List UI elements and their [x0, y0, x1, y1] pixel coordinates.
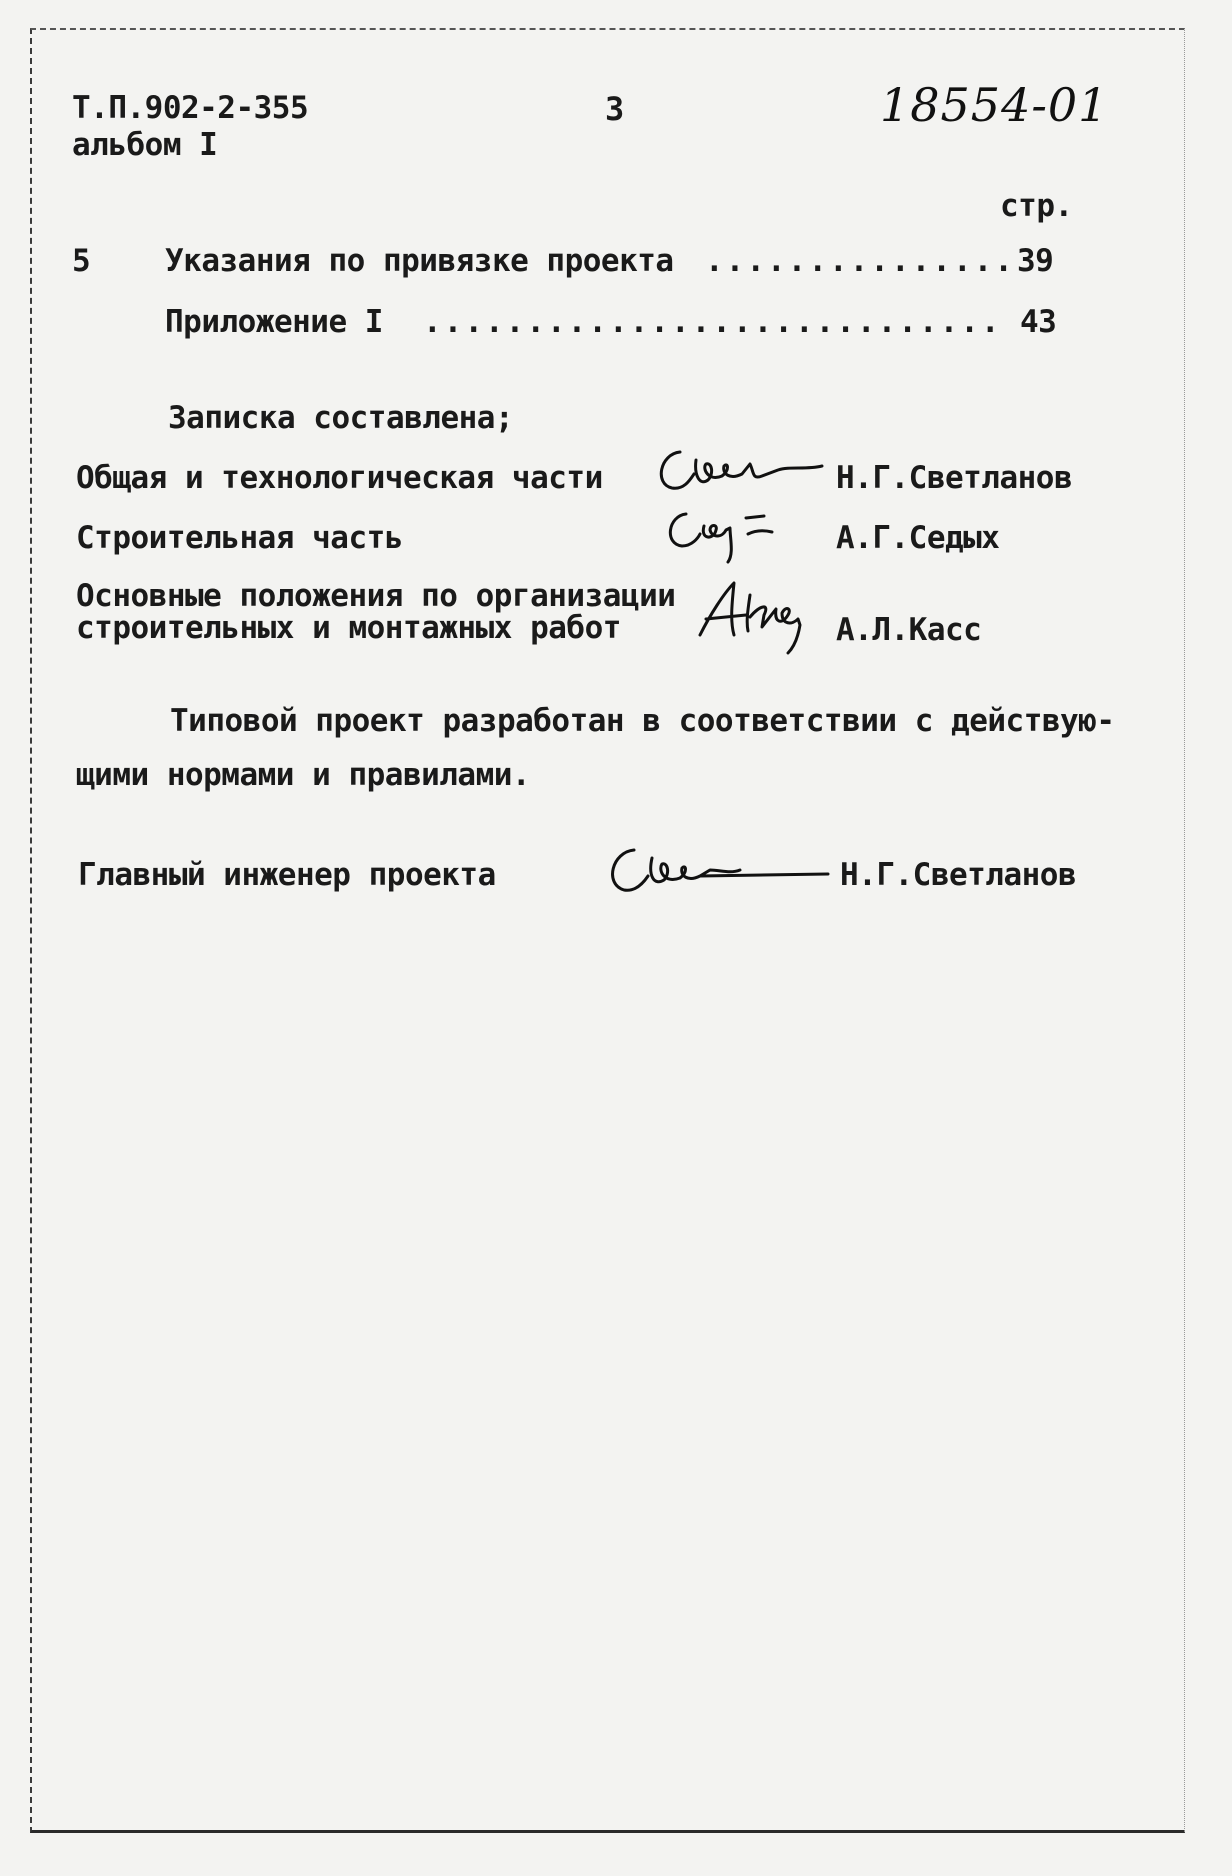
signature-sedykh — [660, 500, 810, 570]
entry-leader: ............... — [705, 243, 1015, 279]
entry-leader: ............................ — [423, 304, 1002, 340]
author-name: А.Л.Касс — [836, 612, 982, 648]
archive-number: 18554-01 — [880, 78, 1109, 132]
author-part: Строительная часть — [76, 520, 403, 556]
compiled-heading: Записка составлена; — [168, 400, 514, 436]
signature-kass — [690, 575, 830, 655]
author-name: Н.Г.Светланов — [836, 460, 1073, 496]
page-column-label: стр. — [1000, 188, 1073, 224]
signature-svetlanov — [650, 440, 830, 500]
author-part: Основные положения по организации — [76, 578, 676, 614]
entry-page: 39 — [1017, 243, 1054, 279]
statement-line: щими нормами и правилами. — [76, 757, 531, 793]
entry-title: Приложение I — [165, 304, 383, 340]
chief-engineer-role: Главный инженер проекта — [78, 857, 496, 893]
entry-page: 43 — [1020, 304, 1057, 340]
album-label: альбом I — [72, 127, 218, 163]
author-part: Общая и технологическая части — [76, 460, 603, 496]
entry-title: Указания по привязке проекта — [165, 243, 674, 279]
section-number: 5 — [72, 243, 91, 279]
chief-engineer-name: Н.Г.Светланов — [840, 857, 1077, 893]
page-number: 3 — [605, 90, 624, 128]
author-part: строительных и монтажных работ — [76, 610, 621, 646]
statement-line: Типовой проект разработан в соответствии с действую- — [170, 703, 1115, 739]
author-name: А.Г.Седых — [836, 520, 1000, 556]
page-frame — [30, 28, 1185, 1833]
project-designation: Т.П.902-2-355 — [72, 90, 309, 126]
signature-svetlanov — [600, 840, 835, 900]
